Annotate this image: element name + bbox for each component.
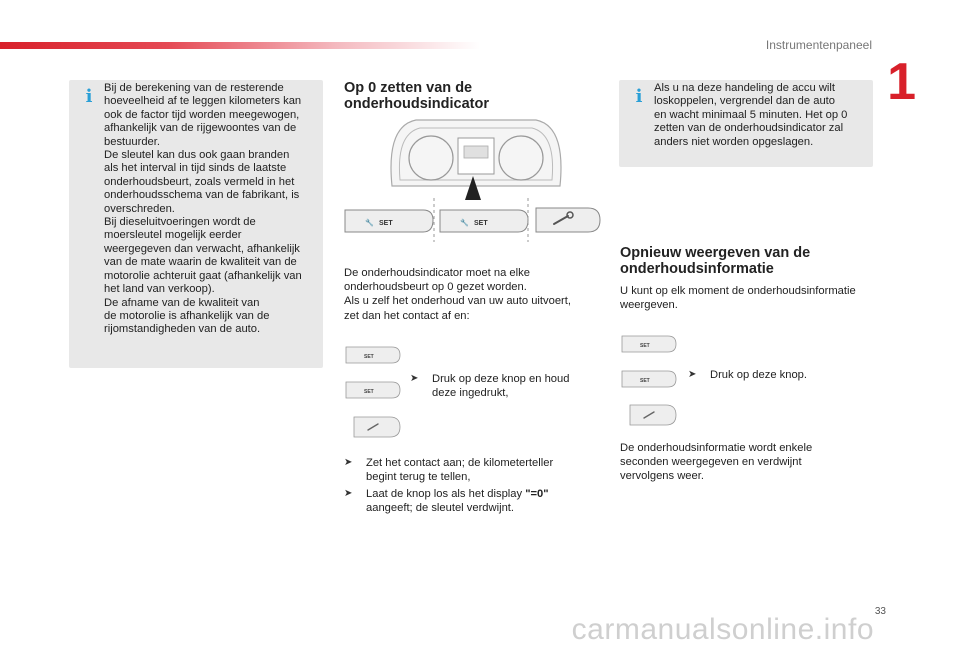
divider-lines <box>432 196 532 246</box>
info-icon: i <box>635 86 643 107</box>
reset-step-1: ➤ Druk op deze knop en houd deze ingedrukt, <box>410 373 570 400</box>
button-set-label: SET <box>364 354 374 360</box>
wrench-button-small-2 <box>626 402 678 428</box>
header-color-bar <box>0 42 480 49</box>
button-set-label: SET <box>379 220 393 227</box>
chapter-number: 1 <box>887 53 916 111</box>
bullet-mark: ➤ <box>344 457 353 468</box>
info-box-right <box>619 80 873 167</box>
button-set-label: SET <box>364 389 374 395</box>
bullet-mark: ➤ <box>410 373 419 384</box>
set-button-small-1 <box>344 344 402 366</box>
header-title: Instrumentenpaneel <box>765 38 872 52</box>
wrench-button-illustration <box>530 202 602 238</box>
redisplay-intro: U kunt op elk moment de onderhoudsinformatie weergeven. <box>620 285 856 312</box>
svg-text:🔧: 🔧 <box>460 220 469 227</box>
watermark: carmanualsonline.info <box>571 613 874 646</box>
section-heading-redisplay: Opnieuw weergeven van de onderhoudsinformatie <box>620 245 811 277</box>
set-button-small-2 <box>344 379 402 401</box>
display-value: "=0" <box>525 488 549 500</box>
svg-text:🔧: 🔧 <box>365 220 374 227</box>
info-text-right: Als u na deze handeling de accu wilt loskoppelen, vergrendel dan de auto en wacht minimaal 5 minuten. Het op 0 zetten van de onderhoudsindicator zal anders niet worden opgeslagen. <box>654 82 848 148</box>
set-button-small-3 <box>620 333 678 355</box>
info-icon: i <box>85 86 93 107</box>
button-set-label: SET <box>474 220 488 227</box>
button-set-label: SET <box>640 343 650 349</box>
info-text-left: Bij de berekening van de resterende hoeveelheid af te leggen kilometers kan ook de factor tijd worden meegewogen, afhankelijk van de rijgewoontes van de bestuurder. De sleutel kan dus ook gaan branden als het interval in tijd sinds de laatste onderhoudsbeurt, zoals vermeld in het onderhoudsschema van de fabrikant, is overschreden. Bij dieseluitvoeringen wordt de moersleutel mogelijk eerder weergegeven dan verwacht, afhankelijk van de mate waarin de kwaliteit van de motorolie achteruit gaat (afhankelijk van het land van verkoop). De afname van de kwaliteit van de motorolie is afhankelijk van de rijomstandigheden van de auto. <box>104 82 302 336</box>
reset-step-3: ➤ Laat de knop los als het display "=0" aangeeft; de sleutel verdwijnt. <box>344 488 549 515</box>
page-number: 33 <box>874 606 886 617</box>
bullet-mark: ➤ <box>688 369 697 380</box>
bullet-mark: ➤ <box>344 488 353 499</box>
reset-intro: De onderhoudsindicator moet na elke onderhoudsbeurt op 0 gezet worden. Als u zelf het onderhoud van uw auto uitvoert, zet dan het contact af en: <box>344 267 572 322</box>
reset-step-2: ➤ Zet het contact aan; de kilometerteller begint terug te tellen, <box>344 457 554 484</box>
set-button-illustration-1 <box>343 204 435 236</box>
redisplay-step-1: ➤ Druk op deze knop. <box>688 369 808 381</box>
info-box-left <box>69 80 323 368</box>
button-set-label: SET <box>640 378 650 384</box>
wrench-button-small <box>350 414 402 440</box>
redisplay-outro: De onderhoudsinformatie wordt enkele seconden weergegeven en verdwijnt vervolgens weer. <box>620 442 813 483</box>
section-heading-reset: Op 0 zetten van de onderhoudsindicator <box>344 80 489 112</box>
set-button-small-4 <box>620 368 678 390</box>
